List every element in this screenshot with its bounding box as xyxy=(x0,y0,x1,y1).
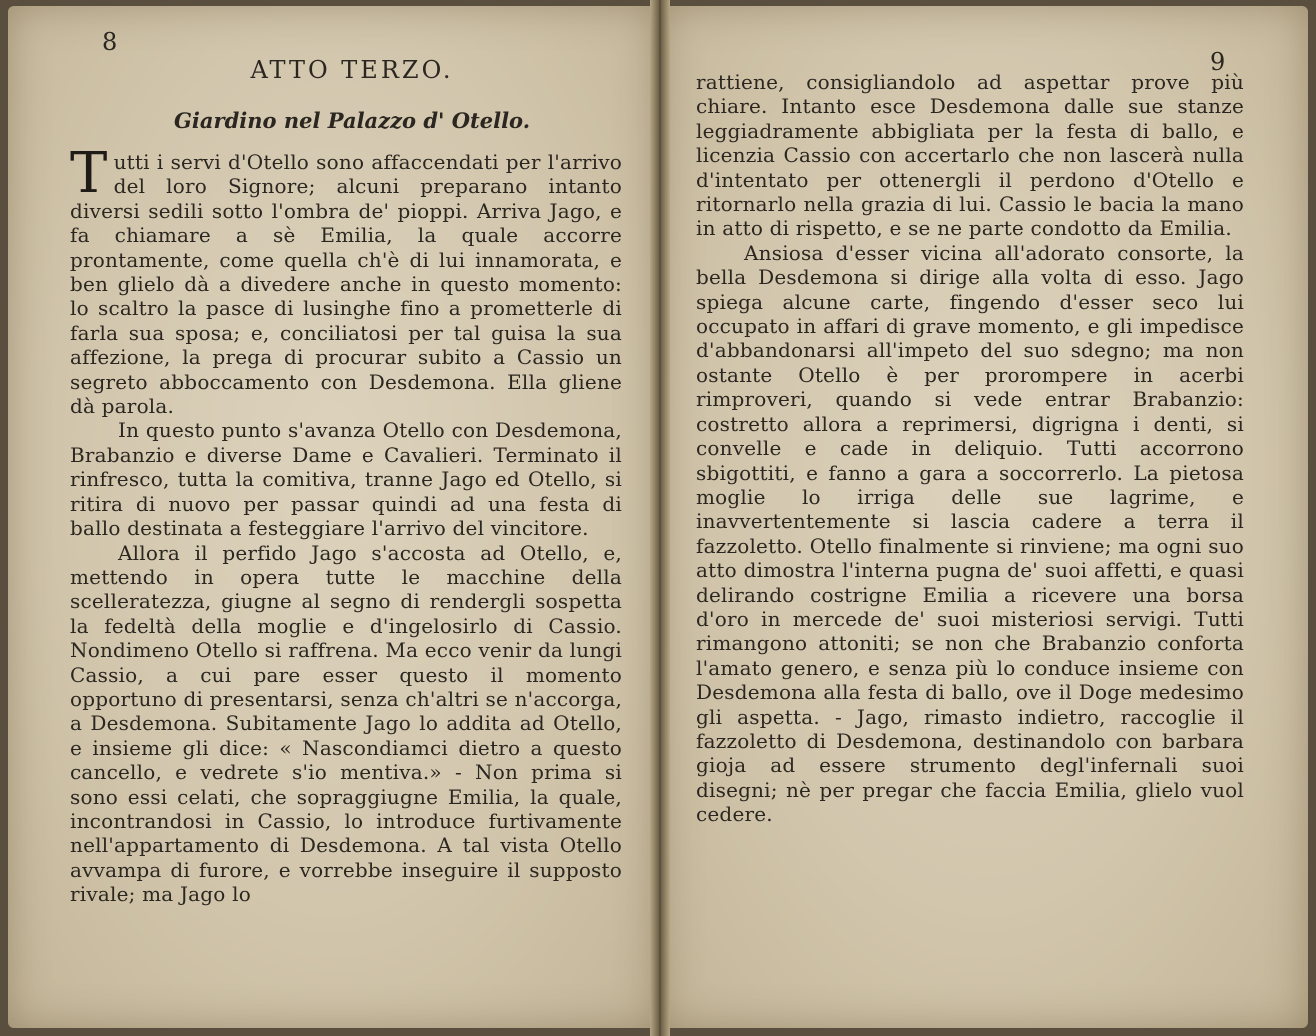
left-page-text xyxy=(70,141,622,907)
right-page-text xyxy=(696,70,1244,827)
drop-cap: T xyxy=(70,141,108,206)
paragraph-text: utti i servi d'Otello sono affaccendati per l'arrivo del loro Signore; alcuni preparano intanto diversi sedili sotto l'ombra de' pioppi. Arriva Jago, e fa chiamare a sè Emilia, la quale accorre prontamente, come quella ch'è di lui innamorata, e ben glielo dà a divedere anche in questo momento: lo scaltro la pasce di lusinghe fino a prometterle di farla sua sposa; e, conciliatosi per tal guisa la sua affezione, la prega di procurar subito a Cassio un segreto abboccamento con Desdemona. Ella gliene dà parola. xyxy=(70,150,622,419)
paragraph: Ansiosa d'esser vicina all'adorato consorte, la bella Desdemona si dirige alla volta di esso. Jago spiega alcune carte, fingendo d'esser seco lui occupato in affari di grave momento, e gli impedisce d'abbandonarsi all'impeto del suo sdegno; ma non ostante Otello è per prorompere in acerbi rimproveri, quando si vede entrar Brabanzio: costretto allora a reprimersi, digrigna i denti, si convelle e cade in deliquio. Tutti accorrono sbigottiti, e fanno a gara a soccorrerlo. La pietosa moglie lo irriga delle sue lagrime, e inavvertentemente si lascia cadere a terra il fazzoletto. Otello finalmente si rinviene; ma ogni suo atto dimostra l'interna pugna de' suoi affetti, e quasi delirando costrigne Emilia a ricevere una borsa d'oro in mercede de' suoi misteriosi servigi. Tutti rimangono attoniti; se non che Brabanzio conforta l'amato genero, e senza più lo conduce insieme con Desdemona alla festa di ballo, ove il Doge medesimo gli aspetta. - Jago, rimasto indietro, raccoglie il fazzoletto di Desdemona, destinandolo con barbara gioja ad essere strumento degl'infernali suoi disegni; nè per pregar che faccia Emilia, glielo vuol cedere. xyxy=(696,240,1244,827)
paragraph: Allora il perfido Jago s'accosta ad Otello, e, mettendo in opera tutte le macchine della scelleratezza, giugne al segno di rendergli sospetta la fedeltà della moglie e d'ingelosirlo di Cassio. Nondimeno Otello si raffrena. Ma ecco venir da lungi Cassio, a cui pare esser questo il momento opportuno di presentarsi, senza ch'altri se n'accorga, a Desdemona. Subitamente Jago lo addita ad Otello, e insieme gli dice: « Nascondiamci dietro a questo cancello, e vedrete s'io mentiva.» - Non prima si sono essi celati, che sopraggiugne Emilia, la quale, incontrandosi in Cassio, lo introduce furtivamente nell'appartamento di Desdemona. A tal vista Otello avvampa di furore, e vorrebbe inseguire il supposto rivale; ma Jago lo xyxy=(70,540,622,907)
act-title: ATTO TERZO. xyxy=(250,56,454,84)
page-number-right: 9 xyxy=(1210,48,1226,76)
page-number-left: 8 xyxy=(102,28,118,56)
paragraph: rattiene, consigliandolo ad aspettar prove più chiare. Intanto esce Desdemona dalle sue stanze leggiadramente abbigliata per la festa di ballo, e licenzia Cassio con accertarlo che non lascerà nulla d'intentato per ottenergli il perdono d'Otello e ritornarlo nella grazia di lui. Cassio le bacia la mano in atto di rispetto, e se ne parte condotto da Emilia. xyxy=(696,70,1244,241)
paragraph xyxy=(70,141,622,419)
left-page xyxy=(8,6,656,1028)
book-gutter xyxy=(650,0,670,1036)
right-page xyxy=(662,6,1308,1028)
paragraph: In questo punto s'avanza Otello con Desdemona, Brabanzio e diverse Dame e Cavalieri. Terminato il rinfresco, tutta la comitiva, tranne Jago ed Otello, si ritira di nuovo per passar quindi ad una festa di ballo destinata a festeggiare l'arrivo del vincitore. xyxy=(70,418,622,541)
scene-title: Giardino nel Palazzo d' Otello. xyxy=(173,108,530,133)
